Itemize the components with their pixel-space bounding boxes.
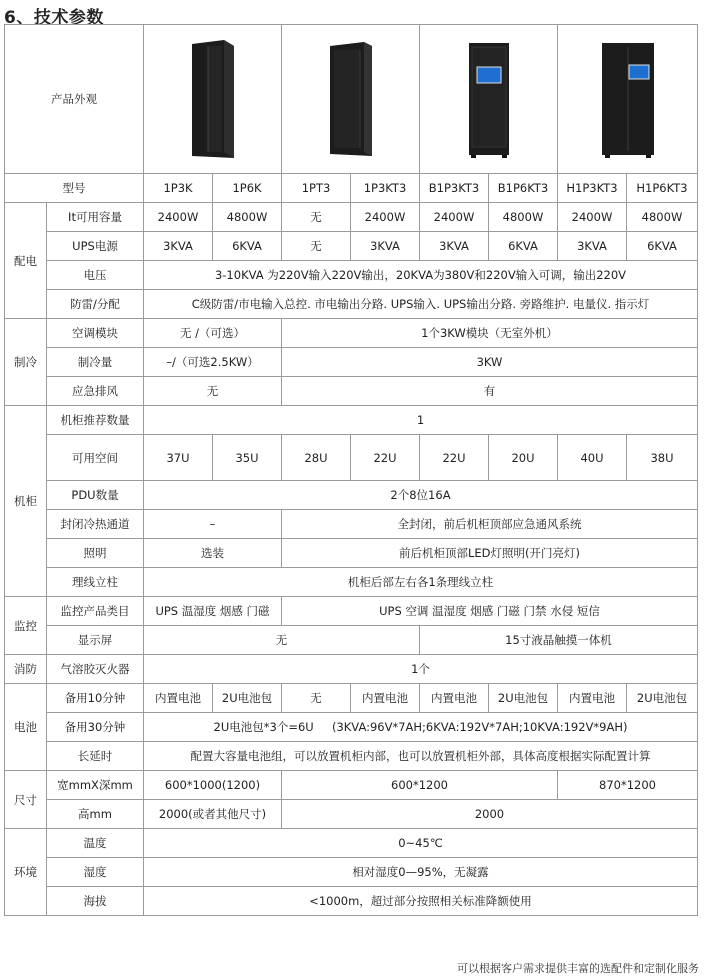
value-cell: C级防雷/市电输入总控. 市电输出分路. UPS输入. UPS输出分路. 旁路维护. 电量仪. 指示灯 bbox=[144, 290, 698, 319]
group-label-cooling: 制冷 bbox=[5, 319, 47, 406]
value-cell: 前后机柜顶部LED灯照明(开门亮灯) bbox=[282, 539, 698, 568]
value-cell: <1000m，超过部分按照相关标准降额使用 bbox=[144, 887, 698, 916]
row-label: 监控产品类目 bbox=[47, 597, 144, 626]
row-label: 防雷/分配 bbox=[47, 290, 144, 319]
value-cell: 600*1000(1200) bbox=[144, 771, 282, 800]
row-label: 理线立柱 bbox=[47, 568, 144, 597]
value-cell: 600*1200 bbox=[282, 771, 558, 800]
row-label: 照明 bbox=[47, 539, 144, 568]
cabinet-image bbox=[326, 40, 376, 158]
product-image-1p bbox=[144, 25, 282, 174]
group-label-cabinet: 机柜 bbox=[5, 406, 47, 597]
model-cell: 1P3K bbox=[144, 174, 213, 203]
value-cell: 38U bbox=[627, 435, 698, 481]
value-cell: 22U bbox=[420, 435, 489, 481]
value-cell: 2U电池包*3个=6U (3KVA:96V*7AH;6KVA:192V*7AH;10KVA:192V*9AH) bbox=[144, 713, 698, 742]
value-cell: 3KVA bbox=[144, 232, 213, 261]
model-label: 型号 bbox=[5, 174, 144, 203]
group-label-power: 配电 bbox=[5, 203, 47, 319]
value-cell: 40U bbox=[558, 435, 627, 481]
value-cell: 内置电池 bbox=[420, 684, 489, 713]
row-label: 高mm bbox=[47, 800, 144, 829]
value-cell: 2000(或者其他尺寸) bbox=[144, 800, 282, 829]
value-cell: 相对湿度0—95%，无凝露 bbox=[144, 858, 698, 887]
row-label: 温度 bbox=[47, 829, 144, 858]
value-cell: UPS 温湿度 烟感 门磁 bbox=[144, 597, 282, 626]
row-label: 封闭冷热通道 bbox=[47, 510, 144, 539]
product-image-h1p bbox=[558, 25, 698, 174]
model-cell: B1P6KT3 bbox=[489, 174, 558, 203]
section-heading: 6、技术参数 bbox=[4, 8, 104, 28]
value-cell: 870*1200 bbox=[558, 771, 698, 800]
row-label: 宽mmX深mm bbox=[47, 771, 144, 800]
model-cell: 1P6K bbox=[213, 174, 282, 203]
row-label: 制冷量 bbox=[47, 348, 144, 377]
value-cell: 1个 bbox=[144, 655, 698, 684]
value-cell: 6KVA bbox=[489, 232, 558, 261]
value-cell: 4800W bbox=[213, 203, 282, 232]
model-cell: B1P3KT3 bbox=[420, 174, 489, 203]
appearance-label: 产品外观 bbox=[5, 25, 144, 174]
value-cell: 2400W bbox=[144, 203, 213, 232]
value-cell: 0~45℃ bbox=[144, 829, 698, 858]
row-label: 可用空间 bbox=[47, 435, 144, 481]
model-cell: 1P3KT3 bbox=[351, 174, 420, 203]
value-cell: 机柜后部左右各1条理线立柱 bbox=[144, 568, 698, 597]
cabinet-image bbox=[466, 39, 512, 159]
value-cell: 无 bbox=[144, 626, 420, 655]
row-label: 海拔 bbox=[47, 887, 144, 916]
model-cell: H1P3KT3 bbox=[558, 174, 627, 203]
value-cell: 2个8位16A bbox=[144, 481, 698, 510]
value-cell: 22U bbox=[351, 435, 420, 481]
value-cell: 3KVA bbox=[558, 232, 627, 261]
row-label: 备用30分钟 bbox=[47, 713, 144, 742]
value-cell: –/（可选2.5KW） bbox=[144, 348, 282, 377]
row-label: 机柜推荐数量 bbox=[47, 406, 144, 435]
cabinet-image bbox=[599, 39, 657, 159]
value-cell: 2400W bbox=[558, 203, 627, 232]
group-label-fire: 消防 bbox=[5, 655, 47, 684]
footer-note: 可以根据客户需求提供丰富的选配件和定制化服务 bbox=[457, 962, 699, 975]
value-cell: 2400W bbox=[351, 203, 420, 232]
value-cell: 无 bbox=[144, 377, 282, 406]
value-cell: 2U电池包 bbox=[489, 684, 558, 713]
appearance-row bbox=[5, 25, 698, 174]
value-cell: 1个3KW模块（无室外机） bbox=[282, 319, 698, 348]
value-cell: 4800W bbox=[489, 203, 558, 232]
value-cell: 选装 bbox=[144, 539, 282, 568]
value-cell: 2U电池包 bbox=[627, 684, 698, 713]
value-cell: 3KVA bbox=[420, 232, 489, 261]
row-label: 湿度 bbox=[47, 858, 144, 887]
value-cell: 15寸液晶触摸一体机 bbox=[420, 626, 698, 655]
value-cell: 37U bbox=[144, 435, 213, 481]
value-cell: 1 bbox=[144, 406, 698, 435]
row-label: PDU数量 bbox=[47, 481, 144, 510]
row-label: 备用10分钟 bbox=[47, 684, 144, 713]
value-cell: 6KVA bbox=[213, 232, 282, 261]
value-cell: 配置大容量电池组，可以放置机柜内部，也可以放置机柜外部，具体高度根据实际配置计算 bbox=[144, 742, 698, 771]
row-label: 应急排风 bbox=[47, 377, 144, 406]
row-label: It可用容量 bbox=[47, 203, 144, 232]
value-cell: 20U bbox=[489, 435, 558, 481]
row-label: 长延时 bbox=[47, 742, 144, 771]
value-cell: 2000 bbox=[282, 800, 698, 829]
model-cell: 1PT3 bbox=[282, 174, 351, 203]
group-label-size: 尺寸 bbox=[5, 771, 47, 829]
value-cell: – bbox=[144, 510, 282, 539]
spec-table bbox=[4, 24, 698, 916]
value-cell: 3-10KVA 为220V输入220V输出，20KVA为380V和220V输入可调，输出220V bbox=[144, 261, 698, 290]
value-cell: 4800W bbox=[627, 203, 698, 232]
value-cell: 内置电池 bbox=[351, 684, 420, 713]
row-label: UPS电源 bbox=[47, 232, 144, 261]
value-cell: 6KVA bbox=[627, 232, 698, 261]
value-cell: UPS 空调 温湿度 烟感 门磁 门禁 水侵 短信 bbox=[282, 597, 698, 626]
value-cell: 内置电池 bbox=[558, 684, 627, 713]
product-image-b1p bbox=[420, 25, 558, 174]
group-label-monitor: 监控 bbox=[5, 597, 47, 655]
value-cell: 35U bbox=[213, 435, 282, 481]
row-label: 空调模块 bbox=[47, 319, 144, 348]
group-label-env: 环境 bbox=[5, 829, 47, 916]
row-label: 显示屏 bbox=[47, 626, 144, 655]
value-cell: 内置电池 bbox=[144, 684, 213, 713]
value-cell: 无 bbox=[282, 684, 351, 713]
value-cell: 全封闭，前后机柜顶部应急通风系统 bbox=[282, 510, 698, 539]
row-label: 电压 bbox=[47, 261, 144, 290]
value-cell: 无 /（可选） bbox=[144, 319, 282, 348]
value-cell: 有 bbox=[282, 377, 698, 406]
value-cell: 3KVA bbox=[351, 232, 420, 261]
model-cell: H1P6KT3 bbox=[627, 174, 698, 203]
product-image-1pt bbox=[282, 25, 420, 174]
value-cell: 2400W bbox=[420, 203, 489, 232]
value-cell: 28U bbox=[282, 435, 351, 481]
group-label-battery: 电池 bbox=[5, 684, 47, 771]
cabinet-image bbox=[188, 38, 238, 160]
model-row bbox=[5, 174, 698, 203]
value-cell: 2U电池包 bbox=[213, 684, 282, 713]
row-label: 气溶胶灭火器 bbox=[47, 655, 144, 684]
value-cell: 无 bbox=[282, 203, 351, 232]
value-cell: 无 bbox=[282, 232, 351, 261]
value-cell: 3KW bbox=[282, 348, 698, 377]
